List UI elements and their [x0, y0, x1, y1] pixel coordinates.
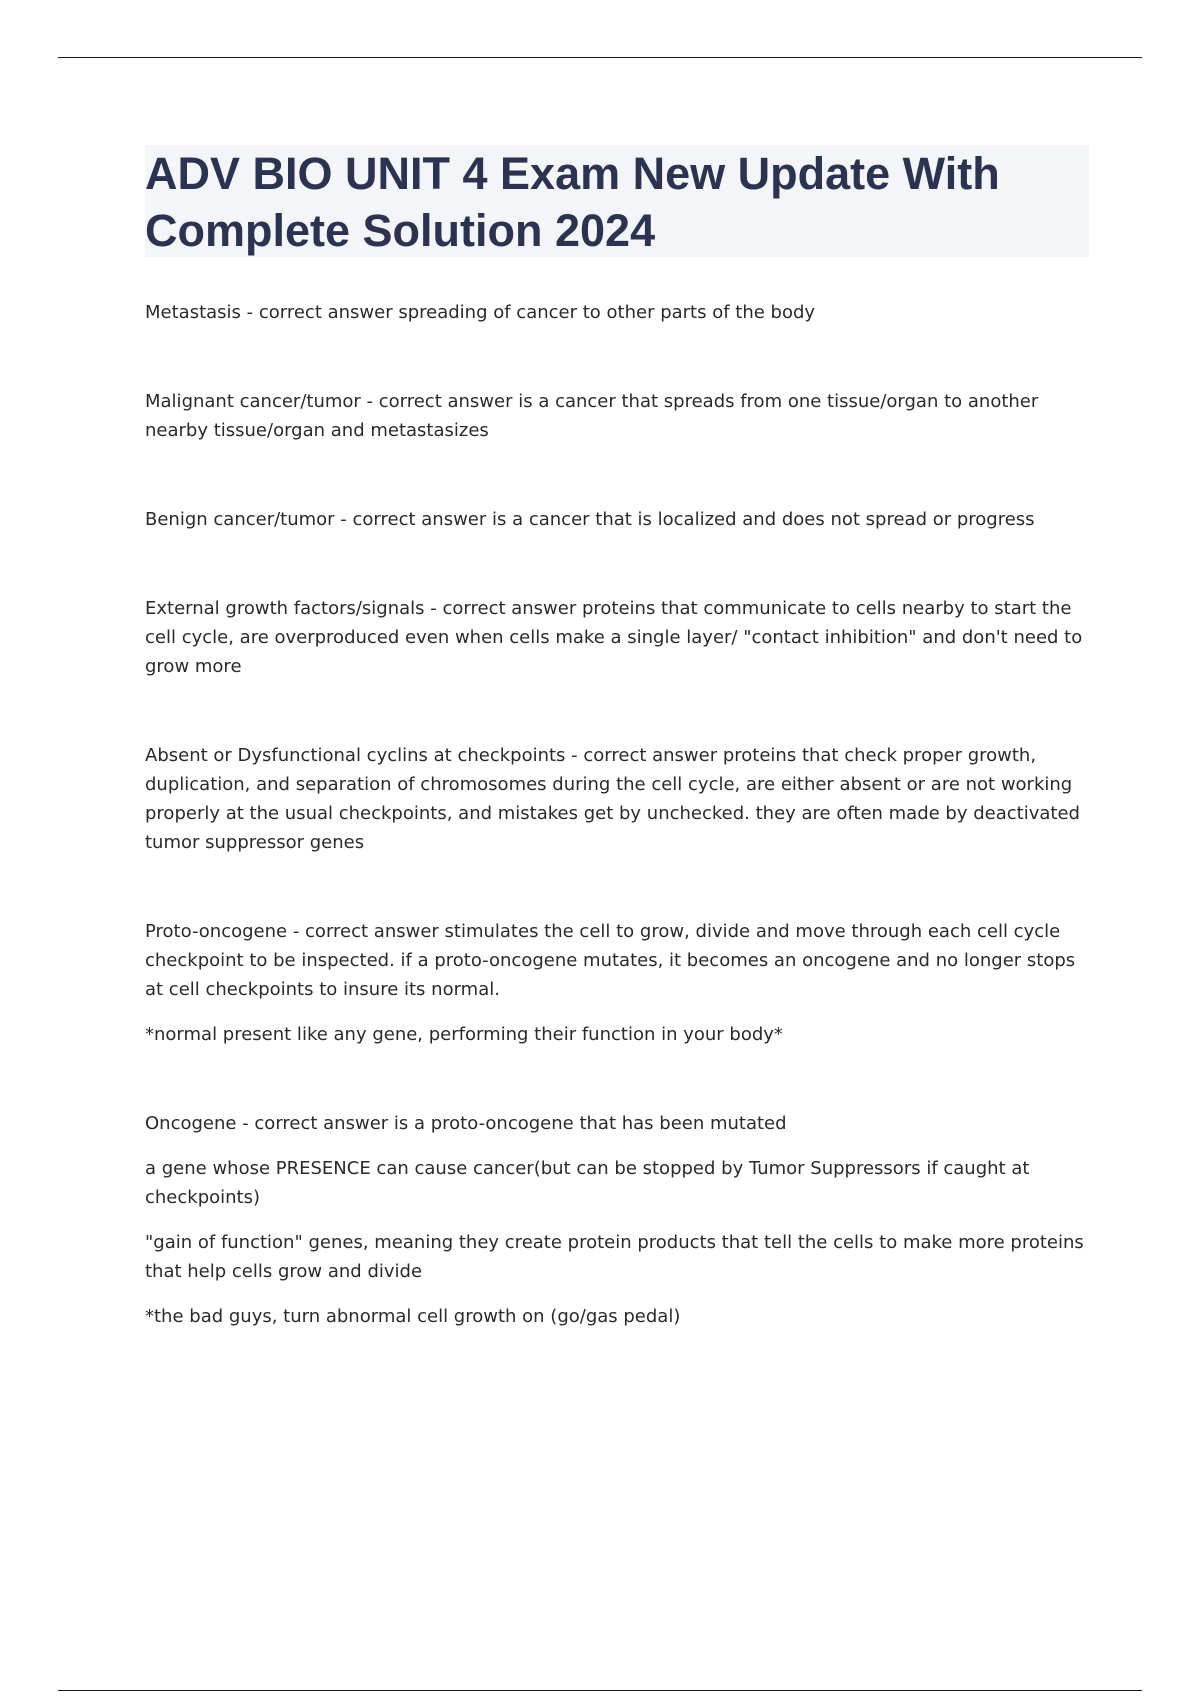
- entry-text: Absent or Dysfunctional cyclins at checkpoints - correct answer proteins that check proper growth, duplication, and separation of chromosomes during the cell cycle, are either absent or are not working properly at the usual checkpoints, and mistakes get by unchecked. they are often made by deactivated tumor suppressor genes: [145, 745, 1080, 853]
- entry-text: Proto-oncogene - correct answer stimulates the cell to grow, divide and move through each cell cycle checkpoint to be inspected. if a proto-oncogene mutates, it becomes an oncogene and no longer stops at cell checkpoints to insure its normal.: [145, 921, 1076, 1000]
- qa-entry-malignant: [145, 387, 1090, 445]
- bottom-divider: [58, 1690, 1142, 1691]
- entry-text: Benign cancer/tumor - correct answer is a cancer that is localized and does not spread or progress: [145, 509, 1035, 530]
- qa-entry-proto-oncogene: [145, 917, 1090, 1049]
- entry-note: *the bad guys, turn abnormal cell growth on (go/gas pedal): [145, 1306, 681, 1327]
- qa-entry-oncogene: [145, 1109, 1090, 1331]
- document-body: [145, 298, 1090, 1331]
- entry-text: Oncogene - correct answer is a proto-oncogene that has been mutated: [145, 1113, 787, 1134]
- title-banner: [145, 145, 1089, 257]
- entry-note: "gain of function" genes, meaning they create protein products that tell the cells to make more proteins that help cells grow and divide: [145, 1232, 1084, 1282]
- top-divider: [58, 57, 1142, 58]
- qa-entry-growth-factors: [145, 594, 1090, 681]
- entry-note: *normal present like any gene, performing their function in your body*: [145, 1024, 783, 1045]
- qa-entry-metastasis: [145, 298, 1090, 327]
- entry-note: a gene whose PRESENCE can cause cancer(but can be stopped by Tumor Suppressors if caught at checkpoints): [145, 1158, 1030, 1208]
- entry-text: Metastasis - correct answer spreading of cancer to other parts of the body: [145, 302, 816, 323]
- document-title: ADV BIO UNIT 4 Exam New Update With Complete Solution 2024: [145, 148, 1000, 256]
- entry-text: Malignant cancer/tumor - correct answer is a cancer that spreads from one tissue/organ to another nearby tissue/organ and metastasizes: [145, 391, 1039, 441]
- qa-entry-benign: [145, 505, 1090, 534]
- entry-text: External growth factors/signals - correct answer proteins that communicate to cells nearby to start the cell cycle, are overproduced even when cells make a single layer/ "contact inhibition" and don't need to grow more: [145, 598, 1083, 677]
- qa-entry-cyclins: [145, 741, 1090, 857]
